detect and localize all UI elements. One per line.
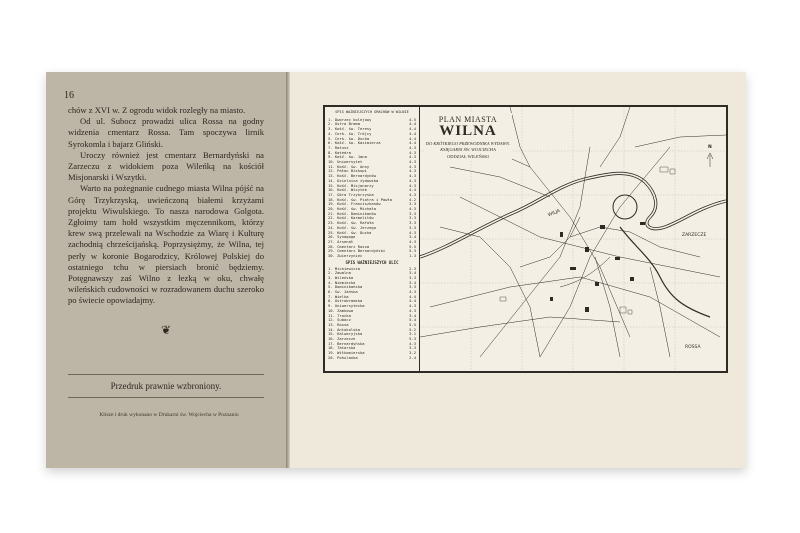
index-entry-grid: 4-3: [409, 144, 416, 150]
index-entry-grid: 3-4: [409, 312, 416, 318]
page-number: 16: [64, 90, 74, 101]
index-entry-name: 10. Zamkowa: [328, 308, 354, 313]
index-entry-grid: 3-3: [409, 215, 416, 221]
index-entry-name: 10. Uniwersytet: [328, 160, 363, 165]
index-entry-grid: 4-4: [409, 121, 416, 127]
index-entry-grid: 4-3: [409, 340, 416, 346]
left-page: [46, 72, 286, 468]
index-entry-grid: 4-3: [409, 154, 416, 160]
index-entry-name: 11. Trocka: [328, 313, 351, 318]
index-entry-name: 18. Tatarska: [328, 346, 356, 351]
index-entry-name: 4. Cerk. św. Trójcy: [328, 131, 372, 136]
index-entry-name: 15. Kalwaryjska: [328, 332, 363, 337]
index-entry-name: 19. Wiłkomierska: [328, 351, 365, 356]
paragraph: Uroczy również jest cmentarz Bernardyński na Zarzeczu z widokiem poza Wileńką na kościół Misjonarski i Wszytki.: [68, 149, 264, 183]
index-entry-name: 24. Kość. św. Jerzego: [328, 225, 377, 230]
index-entry-grid: 4-2: [409, 196, 416, 202]
streets-list: [328, 267, 416, 361]
index-entry-name: 1. Dworzec kolejowy: [328, 117, 372, 122]
index-entry-name: 6. Św. Jańska: [328, 290, 358, 295]
index-entry-name: 7. Ratusz: [328, 145, 349, 150]
index-entry-grid: 4-3: [409, 238, 416, 244]
index-entry-grid: 4-3: [409, 307, 416, 313]
index-entry-grid: 4-3: [409, 177, 416, 183]
index-entry-grid: 4-3: [409, 303, 416, 309]
index-entry-grid: 3-2: [409, 350, 416, 356]
index-entry-name: 9. Uniwersytecka: [328, 304, 365, 309]
map-index: [325, 107, 420, 371]
compass-icon: N: [708, 145, 712, 150]
index-entry-name: 16. Zarzecze: [328, 337, 356, 342]
index-entry-name: 15. Kość. Misjonarzy: [328, 183, 374, 188]
index-entry-grid: 5-3: [409, 248, 416, 254]
index-entry-name: 8. Katedra: [328, 150, 351, 155]
index-entry-name: 12. Subocz: [328, 318, 351, 323]
index-entry-name: 21. Kość. Dominikanów: [328, 211, 377, 216]
index-entry-grid: 3-4: [409, 234, 416, 240]
index-entry-name: 17. Bernardyńska: [328, 341, 365, 346]
index-entry-name: 19. Kość. Franciszkanów: [328, 202, 381, 207]
index-entry-name: 4. Niemiecka: [328, 280, 356, 285]
river-wilenka: [620, 227, 710, 317]
index-entry-grid: 3-3: [409, 224, 416, 230]
index-entry-grid: 4-4: [409, 140, 416, 146]
index-entry-grid: 3-4: [409, 270, 416, 276]
index-entry-grid: 1-3: [409, 253, 416, 259]
map-subtitle: DO KRÓTKIEGO PRZEWODNIKA WYDAWN. KSIĘGARNI ŚW. WOJCIECHA: [425, 141, 511, 152]
index-entry-grid: 4-3: [409, 163, 416, 169]
index-entry-grid: 3-1: [409, 331, 416, 337]
index-entry-grid: 4-4: [409, 187, 416, 193]
index-entry-name: 27. Arsenał: [328, 239, 354, 244]
right-page: [290, 72, 746, 468]
index-entry-grid: 3-4: [409, 279, 416, 285]
ornament-icon: ❦: [160, 322, 172, 337]
index-entry-name: 3. Wileńska: [328, 275, 354, 280]
index-entry-name: 20. Pohulanka: [328, 355, 358, 360]
map-title-line1: PLAN MIASTA: [438, 115, 498, 124]
index-entry-name: 11. Kość. św. Anny: [328, 164, 370, 169]
buildings-list: [328, 118, 416, 259]
index-entry-grid: 5-5: [409, 321, 416, 327]
index-entry-grid: 4-3: [409, 191, 416, 197]
index-entry-grid: 5-5: [409, 243, 416, 249]
index-entry-name: 9. Kość. św. Jana: [328, 155, 367, 160]
index-entry-grid: 2-4: [409, 354, 416, 360]
index-entry-grid: 4-3: [409, 289, 416, 295]
index-entry-grid: 4-4: [409, 135, 416, 141]
label-district-east: ZARZECZE: [682, 233, 707, 238]
index-entry-grid: 4-3: [409, 168, 416, 174]
index-entry-grid: 4-3: [409, 229, 416, 235]
index-entry-grid: 5-3: [409, 336, 416, 342]
index-entry-name: 28. Cmentarz Rossa: [328, 244, 370, 249]
index-entry-name: 26. Synagoga: [328, 235, 356, 240]
index-entry-name: 5. Dominikańska: [328, 285, 363, 290]
index-entry-name: 8. Ostrobramska: [328, 299, 363, 304]
index-entry-grid: 3-3: [409, 220, 416, 226]
index-entry-grid: 2-3: [409, 265, 416, 271]
index-entry-name: 7. Wielka: [328, 294, 349, 299]
index-entry-name: 23. Kość. św. Rafała: [328, 221, 374, 226]
index-entry-name: 1. Mickiewicza: [328, 266, 361, 271]
index-entry-grid: 4-4: [409, 298, 416, 304]
castle-hill: [613, 195, 637, 219]
index-entry-name: 14. Antokolska: [328, 327, 361, 332]
copyright-notice: Przedruk prawnie wzbroniony.: [68, 374, 264, 398]
index-entry-grid: 4-3: [409, 173, 416, 179]
index-entry-name: 2. Zawalna: [328, 271, 351, 276]
index-entry-grid: 4-4: [409, 293, 416, 299]
index-entry-grid: 3-3: [409, 284, 416, 290]
label-river: WILJA: [547, 208, 562, 219]
index-entry-grid: 3-3: [409, 201, 416, 207]
index-entry-name: 22. Kość. Karmelitów: [328, 216, 374, 221]
label-district-south: ROSSA: [685, 345, 701, 350]
index-entry-grid: 4-3: [409, 159, 416, 165]
index-entry-grid: 4-4: [409, 130, 416, 136]
index-entry-name: 25. Kość. św. Ducha: [328, 230, 372, 235]
index-entry-name: 12. Pałac Biskupi: [328, 169, 367, 174]
index-entry-name: 29. Cmentarz Bernardyński: [328, 249, 386, 254]
index-entry-grid: 3-3: [409, 274, 416, 280]
paragraph: chów z XVI w. Z ogrodu widok rozległy na miasto.: [68, 105, 246, 115]
index-row: [328, 254, 416, 259]
map-frame: [323, 105, 728, 373]
index-entry-grid: 5-2: [409, 326, 416, 332]
index-entry-grid: 3-3: [409, 345, 416, 351]
index-entry-name: 13. Kość. Bernardynów: [328, 174, 377, 179]
map-branch: ODDZIAŁ WILEŃSKI: [447, 154, 489, 160]
index-entry-name: 17. Góra Trzykrzyska: [328, 192, 374, 197]
index-entry-name: 6. Kość. św. Kazimierza: [328, 141, 381, 146]
map-drawing: [420, 107, 726, 371]
map-title-box: [424, 113, 512, 161]
index-heading: SPIS WAŻNIEJSZYCH GMACHÓW W WILNIE: [335, 110, 409, 114]
index-entry-grid: 4-3: [409, 182, 416, 188]
map-title-line2: WILNA: [439, 123, 497, 139]
index-entry-name: 2. Ostra Brama: [328, 122, 361, 127]
index-entry-grid: 4-3: [409, 206, 416, 212]
index-entry-name: 18. Kość. św. Piotra i Pawła: [328, 197, 393, 202]
index-entry-grid: 3-3: [409, 210, 416, 216]
index-entry-name: 30. Zwierzyniec: [328, 254, 363, 259]
index-entry-grid: 4-5: [409, 116, 416, 122]
index-row: [328, 356, 416, 361]
streets-heading: SPIS WAŻNIEJSZYCH ULIC: [345, 259, 399, 265]
index-entry-grid: 4-4: [409, 126, 416, 132]
paragraph: Od ul. Subocz prowadzi ulica Rossa na godny widzenia cmentarz Rossa. Tam spoczywa lirnik Syrokomla i bajarz Gliński.: [68, 116, 264, 149]
body-text: [68, 105, 264, 307]
index-entry-grid: 4-3: [409, 149, 416, 155]
printer-note: Klisze i druk wykonano w Drukarni św. Wojciecha w Poznaniu: [99, 412, 239, 418]
index-entry-name: 13. Rossa: [328, 322, 349, 327]
index-entry-name: 3. Kość. św. Teresy: [328, 127, 372, 132]
index-entry-name: 5. Cerk. św. Ducha: [328, 136, 370, 141]
booklet-spread: [46, 72, 746, 468]
index-entry-name: 20. Kość. św. Michała: [328, 207, 377, 212]
paragraph: Warto na pożegnanie cudnego miasta Wilna pójść na Górę Trzykrzyską, uwieńczoną białemi krzyżami projektu Wiwulskiego. To nasza narodowa Golgota. Zgłoimy tam hołd wszystkim męczennikom, którzy krew swą przelewali na Wschodzie za Wiarę i Kulturę zachodnią chrześcijańską. Poprzysiężmy, że Wilna, tej perły w koronie Bogarodzicy, Królowej Polskiej do ostatniego tchu w piersiach bronić będziemy. Potęgnawszy zaś Wilno z łezką w oku, chwałę wileńskich cudowności w rozradowanem duchu szeroko po świecie opowiadajmy.: [68, 183, 264, 306]
index-entry-name: 16. Kość. Wizytek: [328, 188, 367, 193]
index-entry-name: 14. Dzielnica żydowska: [328, 178, 379, 183]
index-entry-grid: 5-4: [409, 317, 416, 323]
